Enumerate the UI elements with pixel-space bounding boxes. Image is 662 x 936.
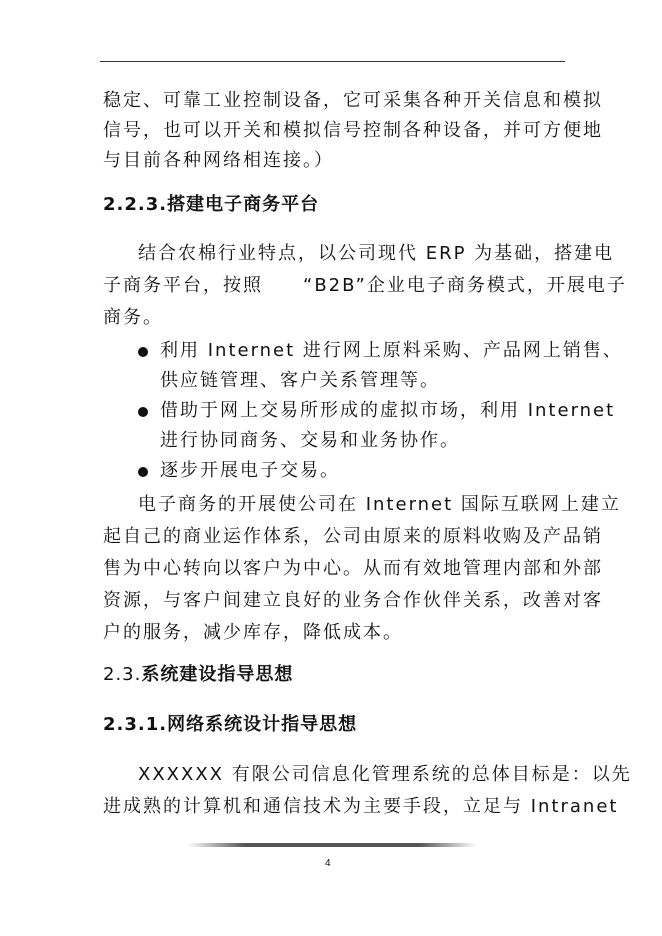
bullet-item-line: 进行协同商务、交易和业务协作。 [160,430,460,451]
paragraph-line: 与目前各种网络相连接。） [103,150,334,171]
section-heading-2-3 [103,663,293,687]
paragraph-line: 稳定、可靠工业控制设备，它可采集各种开关信息和模拟 [103,90,603,111]
bullet-icon [138,467,148,477]
bullet-item-line: 供应链管理、客户关系管理等。 [160,370,440,391]
paragraph-line: 商务。 [103,307,163,328]
header-rule [100,61,565,62]
bullet-icon [138,407,148,417]
paragraph-line: 资源，与客户间建立良好的业务合作伙伴关系，改善对客 [103,590,603,611]
page-number: 4 [325,858,331,869]
section-title: 系统建设指导思想 [141,664,294,685]
paragraph-line: XXXXXX 有限公司信息化管理系统的总体目标是：以先 [138,764,632,785]
section-number: 2.3. [103,664,142,685]
bullet-item-line: 利用 Internet 进行网上原料采购、产品网上销售、 [160,340,623,361]
bullet-icon [138,347,148,357]
paragraph-line: 子商务平台，按照 “B2B”企业电子商务模式，开展电子 [103,275,627,296]
footer-rule [187,843,477,847]
paragraph-line: 电子商务的开展使公司在 Internet 国际互联网上建立 [138,494,621,515]
section-heading-2-2-3: 2.2.3.搭建电子商务平台 [103,194,320,215]
paragraph-line: 起自己的商业运作体系，公司由原来的原料收购及产品销 [103,526,603,547]
section-heading-2-3-1: 2.3.1.网络系统设计指导思想 [103,714,358,735]
paragraph-line: 售为中心转向以客户为中心。从而有效地管理内部和外部 [103,558,603,579]
paragraph-line: 进成熟的计算机和通信技术为主要手段，立足与 Intranet [103,796,619,817]
bullet-item-line: 借助于网上交易所形成的虚拟市场，利用 Internet [160,400,616,421]
paragraph-line: 信号，也可以开关和模拟信号控制各种设备，并可方便地 [103,120,603,141]
bullet-item-line: 逐步开展电子交易。 [160,460,340,481]
paragraph-line: 户的服务，减少库存，降低成本。 [103,622,403,643]
paragraph-line: 结合农棉行业特点，以公司现代 ERP 为基础，搭建电 [138,243,615,264]
